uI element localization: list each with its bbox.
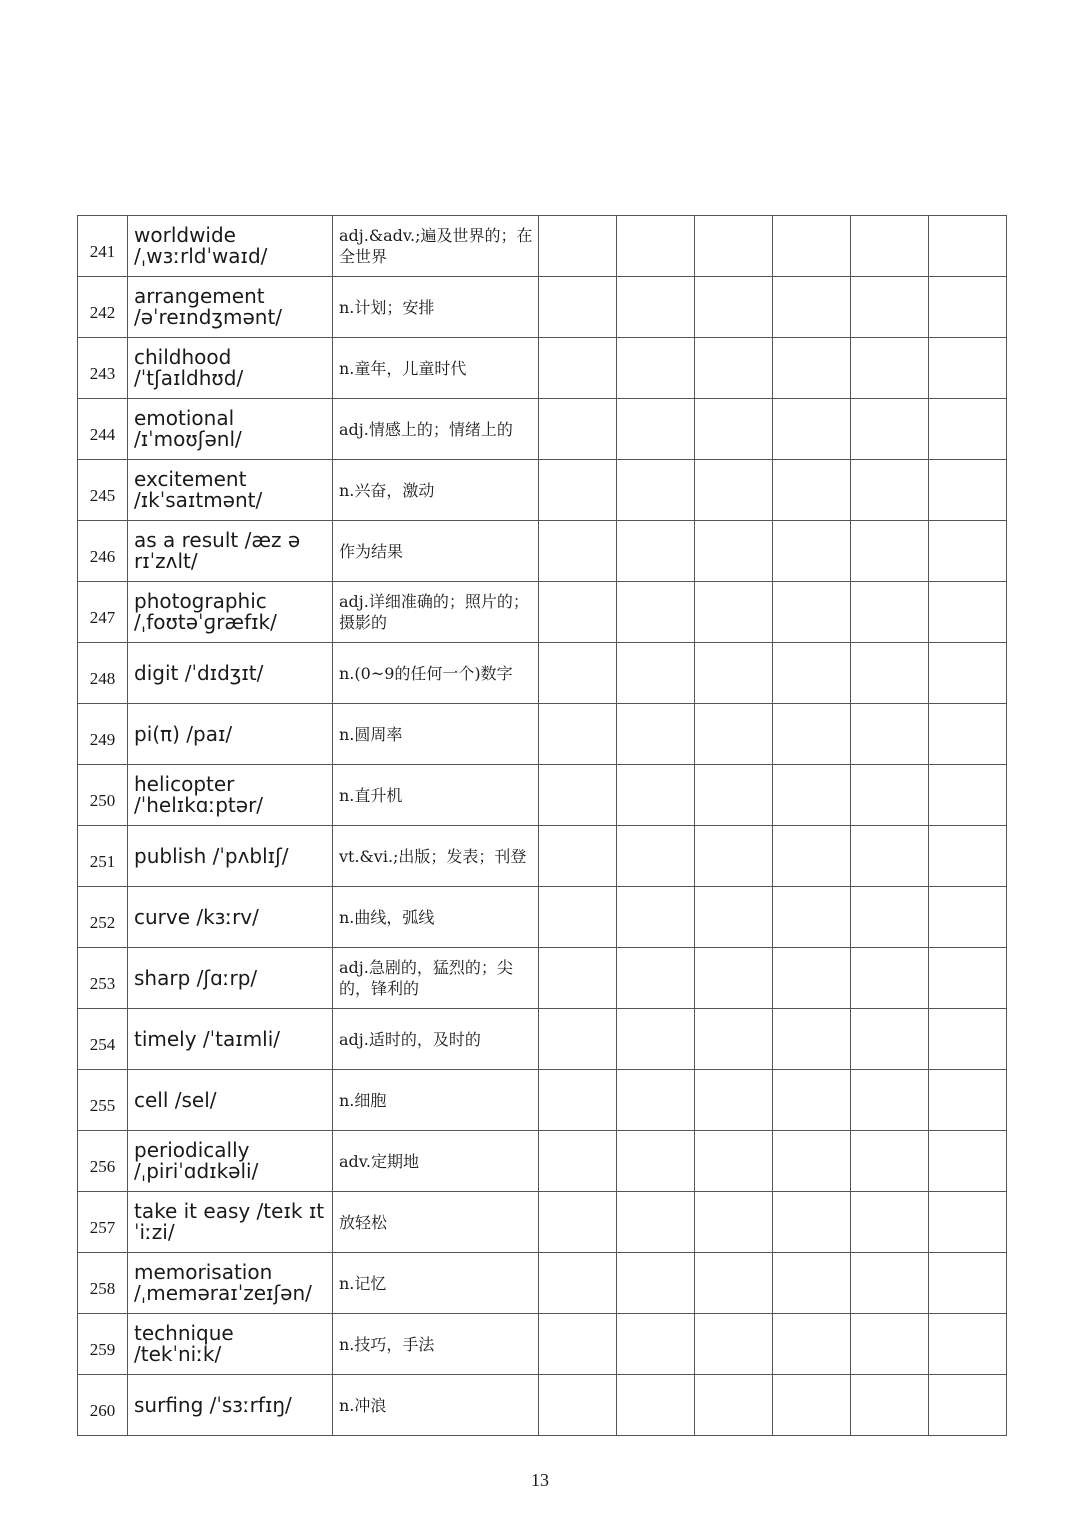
practice-cell xyxy=(695,582,773,643)
word-cell xyxy=(128,338,333,399)
practice-cell xyxy=(773,338,851,399)
row-number: 251 xyxy=(78,826,128,887)
practice-cell xyxy=(851,521,929,582)
word-cell xyxy=(128,1070,333,1131)
practice-cell xyxy=(617,1070,695,1131)
table-row xyxy=(78,948,1007,1009)
practice-cell xyxy=(539,1314,617,1375)
practice-cell xyxy=(929,338,1007,399)
word-cell xyxy=(128,826,333,887)
phonetic-text: /ˈhelɪkɑːptər/ xyxy=(134,793,264,817)
table-row xyxy=(78,460,1007,521)
table-row xyxy=(78,521,1007,582)
practice-cell xyxy=(539,704,617,765)
practice-cell xyxy=(617,338,695,399)
word-text: memorisation xyxy=(134,1260,273,1284)
table-row xyxy=(78,1375,1007,1436)
row-number: 246 xyxy=(78,521,128,582)
row-number: 257 xyxy=(78,1192,128,1253)
practice-cell xyxy=(929,216,1007,277)
table-row xyxy=(78,277,1007,338)
table-row xyxy=(78,1192,1007,1253)
practice-cell xyxy=(617,887,695,948)
word-text: curve /kɜːrv/ xyxy=(134,904,259,929)
practice-cell xyxy=(617,1375,695,1436)
word-cell xyxy=(128,582,333,643)
practice-cell xyxy=(851,460,929,521)
practice-cell xyxy=(773,1375,851,1436)
practice-cell xyxy=(851,1009,929,1070)
word-cell xyxy=(128,1253,333,1314)
meaning-cell: adj.&adv.;遍及世界的；在全世界 xyxy=(333,216,539,277)
word-text: technique xyxy=(134,1321,234,1345)
row-number: 245 xyxy=(78,460,128,521)
table-row xyxy=(78,643,1007,704)
practice-cell xyxy=(851,643,929,704)
table-row xyxy=(78,399,1007,460)
word-cell xyxy=(128,521,333,582)
practice-cell xyxy=(539,765,617,826)
meaning-cell: n.冲浪 xyxy=(333,1375,539,1436)
practice-cell xyxy=(851,948,929,1009)
practice-cell xyxy=(539,1192,617,1253)
practice-cell xyxy=(929,399,1007,460)
row-number: 256 xyxy=(78,1131,128,1192)
table-row xyxy=(78,704,1007,765)
word-text: photographic xyxy=(134,589,267,613)
practice-cell xyxy=(539,338,617,399)
practice-cell xyxy=(773,1253,851,1314)
practice-cell xyxy=(851,216,929,277)
word-cell xyxy=(128,1375,333,1436)
practice-cell xyxy=(851,277,929,338)
practice-cell xyxy=(851,704,929,765)
row-number: 255 xyxy=(78,1070,128,1131)
practice-cell xyxy=(929,643,1007,704)
practice-cell xyxy=(539,1375,617,1436)
practice-cell xyxy=(695,1192,773,1253)
practice-cell xyxy=(539,826,617,887)
practice-cell xyxy=(773,399,851,460)
practice-cell xyxy=(617,582,695,643)
practice-cell xyxy=(539,948,617,1009)
meaning-cell: adj.详细准确的；照片的；摄影的 xyxy=(333,582,539,643)
practice-cell xyxy=(929,1131,1007,1192)
practice-cell xyxy=(539,1131,617,1192)
practice-cell xyxy=(539,1253,617,1314)
practice-cell xyxy=(773,887,851,948)
practice-cell xyxy=(851,1131,929,1192)
practice-cell xyxy=(929,948,1007,1009)
practice-cell xyxy=(617,948,695,1009)
meaning-cell: n.直升机 xyxy=(333,765,539,826)
meaning-cell: n.记忆 xyxy=(333,1253,539,1314)
practice-cell xyxy=(851,887,929,948)
meaning-cell: n.兴奋，激动 xyxy=(333,460,539,521)
table-row xyxy=(78,1314,1007,1375)
word-text: worldwide xyxy=(134,223,236,247)
practice-cell xyxy=(695,1253,773,1314)
table-row xyxy=(78,887,1007,948)
phonetic-text: /ˈtʃaɪldhʊd/ xyxy=(134,366,244,390)
practice-cell xyxy=(929,1253,1007,1314)
practice-cell xyxy=(773,765,851,826)
practice-cell xyxy=(539,521,617,582)
row-number: 248 xyxy=(78,643,128,704)
practice-cell xyxy=(851,1070,929,1131)
word-cell xyxy=(128,887,333,948)
practice-cell xyxy=(695,887,773,948)
meaning-cell: adj.急剧的，猛烈的；尖的，锋利的 xyxy=(333,948,539,1009)
word-text: emotional xyxy=(134,406,235,430)
practice-cell xyxy=(539,887,617,948)
meaning-cell: adv.定期地 xyxy=(333,1131,539,1192)
word-text: surfing /ˈsɜːrfɪŋ/ xyxy=(134,1392,292,1417)
word-cell xyxy=(128,277,333,338)
word-cell xyxy=(128,765,333,826)
row-number: 252 xyxy=(78,887,128,948)
practice-cell xyxy=(617,1314,695,1375)
table-row xyxy=(78,582,1007,643)
practice-cell xyxy=(695,948,773,1009)
practice-cell xyxy=(773,582,851,643)
practice-cell xyxy=(617,399,695,460)
practice-cell xyxy=(929,1009,1007,1070)
practice-cell xyxy=(851,338,929,399)
table-row xyxy=(78,1131,1007,1192)
practice-cell xyxy=(539,460,617,521)
word-text: periodically xyxy=(134,1138,250,1162)
practice-cell xyxy=(617,216,695,277)
table-row xyxy=(78,1070,1007,1131)
phonetic-text: /ˌwɜːrldˈwaɪd/ xyxy=(134,244,268,268)
phonetic-text: /tekˈniːk/ xyxy=(134,1342,222,1366)
phonetic-text: /ˌmeməraɪˈzeɪʃən/ xyxy=(134,1281,312,1305)
phonetic-text: /ˌfoʊtəˈɡræfɪk/ xyxy=(134,610,277,634)
practice-cell xyxy=(695,460,773,521)
word-cell xyxy=(128,460,333,521)
practice-cell xyxy=(773,1314,851,1375)
practice-cell xyxy=(929,277,1007,338)
practice-cell xyxy=(539,216,617,277)
practice-cell xyxy=(695,643,773,704)
row-number: 253 xyxy=(78,948,128,1009)
practice-cell xyxy=(773,216,851,277)
table-row xyxy=(78,826,1007,887)
practice-cell xyxy=(773,1009,851,1070)
practice-cell xyxy=(929,521,1007,582)
table-row xyxy=(78,1009,1007,1070)
row-number: 247 xyxy=(78,582,128,643)
word-cell xyxy=(128,643,333,704)
practice-cell xyxy=(695,1375,773,1436)
practice-cell xyxy=(851,826,929,887)
practice-cell xyxy=(773,704,851,765)
table-row xyxy=(78,1253,1007,1314)
practice-cell xyxy=(773,277,851,338)
word-text: helicopter xyxy=(134,772,235,796)
meaning-cell: vt.&vi.;出版；发表；刊登 xyxy=(333,826,539,887)
row-number: 243 xyxy=(78,338,128,399)
row-number: 260 xyxy=(78,1375,128,1436)
word-text: publish /ˈpʌblɪʃ/ xyxy=(134,843,289,868)
word-cell xyxy=(128,399,333,460)
practice-cell xyxy=(695,216,773,277)
table-row xyxy=(78,216,1007,277)
meaning-cell: adj.情感上的；情绪上的 xyxy=(333,399,539,460)
phonetic-text: /ˌpiriˈɑdɪkəli/ xyxy=(134,1159,259,1183)
word-text: digit /ˈdɪdʒɪt/ xyxy=(134,660,264,685)
word-text: childhood xyxy=(134,345,232,369)
practice-cell xyxy=(695,765,773,826)
practice-cell xyxy=(695,338,773,399)
practice-cell xyxy=(929,1314,1007,1375)
practice-cell xyxy=(773,460,851,521)
practice-cell xyxy=(851,582,929,643)
practice-cell xyxy=(773,1192,851,1253)
practice-cell xyxy=(617,826,695,887)
row-number: 259 xyxy=(78,1314,128,1375)
practice-cell xyxy=(695,1314,773,1375)
practice-cell xyxy=(773,1131,851,1192)
word-cell xyxy=(128,704,333,765)
practice-cell xyxy=(695,521,773,582)
practice-cell xyxy=(695,1131,773,1192)
practice-cell xyxy=(539,643,617,704)
meaning-cell: 放轻松 xyxy=(333,1192,539,1253)
practice-cell xyxy=(773,826,851,887)
meaning-cell: n.童年，儿童时代 xyxy=(333,338,539,399)
word-text: excitement xyxy=(134,467,247,491)
word-cell xyxy=(128,1009,333,1070)
table-row xyxy=(78,765,1007,826)
practice-cell xyxy=(539,1009,617,1070)
meaning-cell: n.细胞 xyxy=(333,1070,539,1131)
word-cell xyxy=(128,1192,333,1253)
practice-cell xyxy=(695,399,773,460)
meaning-cell: n.计划；安排 xyxy=(333,277,539,338)
practice-cell xyxy=(929,582,1007,643)
meaning-cell: n.(0~9的任何一个)数字 xyxy=(333,643,539,704)
word-text: sharp /ʃɑːrp/ xyxy=(134,965,258,990)
row-number: 250 xyxy=(78,765,128,826)
practice-cell xyxy=(617,1192,695,1253)
practice-cell xyxy=(851,765,929,826)
practice-cell xyxy=(773,521,851,582)
practice-cell xyxy=(539,399,617,460)
practice-cell xyxy=(695,826,773,887)
practice-cell xyxy=(617,765,695,826)
word-text: arrangement xyxy=(134,284,265,308)
practice-cell xyxy=(929,887,1007,948)
practice-cell xyxy=(851,1253,929,1314)
practice-cell xyxy=(773,948,851,1009)
practice-cell xyxy=(695,277,773,338)
word-text: pi(π) /paɪ/ xyxy=(134,721,233,746)
practice-cell xyxy=(851,1192,929,1253)
practice-cell xyxy=(929,826,1007,887)
meaning-cell: n.曲线，弧线 xyxy=(333,887,539,948)
row-number: 249 xyxy=(78,704,128,765)
practice-cell xyxy=(617,277,695,338)
row-number: 242 xyxy=(78,277,128,338)
practice-cell xyxy=(539,582,617,643)
word-text: timely /ˈtaɪmli/ xyxy=(134,1026,281,1051)
practice-cell xyxy=(929,1070,1007,1131)
practice-cell xyxy=(617,1009,695,1070)
practice-cell xyxy=(617,643,695,704)
practice-cell xyxy=(851,1375,929,1436)
meaning-cell: adj.适时的，及时的 xyxy=(333,1009,539,1070)
phonetic-text: /əˈreɪndʒmənt/ xyxy=(134,305,283,329)
phonetic-text: /ɪˈmoʊʃənl/ xyxy=(134,427,242,451)
row-number: 244 xyxy=(78,399,128,460)
practice-cell xyxy=(929,704,1007,765)
practice-cell xyxy=(773,1070,851,1131)
practice-cell xyxy=(851,1314,929,1375)
practice-cell xyxy=(929,765,1007,826)
word-cell xyxy=(128,1131,333,1192)
word-text: take it easy /teɪk ɪt xyxy=(134,1199,325,1223)
row-number: 258 xyxy=(78,1253,128,1314)
practice-cell xyxy=(695,704,773,765)
practice-cell xyxy=(617,460,695,521)
word-text: as a result /æz ə xyxy=(134,528,301,552)
practice-cell xyxy=(929,460,1007,521)
practice-cell xyxy=(617,1253,695,1314)
practice-cell xyxy=(539,1070,617,1131)
meaning-cell: n.技巧，手法 xyxy=(333,1314,539,1375)
practice-cell xyxy=(617,704,695,765)
page-number: 13 xyxy=(531,1470,549,1490)
meaning-cell: 作为结果 xyxy=(333,521,539,582)
meaning-cell: n.圆周率 xyxy=(333,704,539,765)
practice-cell xyxy=(617,1131,695,1192)
practice-cell xyxy=(617,521,695,582)
word-cell xyxy=(128,1314,333,1375)
word-cell xyxy=(128,216,333,277)
practice-cell xyxy=(695,1009,773,1070)
vocabulary-table xyxy=(77,215,1007,1436)
table-row xyxy=(78,338,1007,399)
practice-cell xyxy=(851,399,929,460)
practice-cell xyxy=(539,277,617,338)
phonetic-text: /ɪkˈsaɪtmənt/ xyxy=(134,488,263,512)
practice-cell xyxy=(773,643,851,704)
word-cell xyxy=(128,948,333,1009)
phonetic-text: ˈiːzi/ xyxy=(134,1220,175,1244)
row-number: 241 xyxy=(78,216,128,277)
practice-cell xyxy=(695,1070,773,1131)
practice-cell xyxy=(929,1375,1007,1436)
word-text: cell /sel/ xyxy=(134,1087,217,1112)
phonetic-text: rɪˈzʌlt/ xyxy=(134,549,198,573)
practice-cell xyxy=(929,1192,1007,1253)
row-number: 254 xyxy=(78,1009,128,1070)
vocabulary-table-body xyxy=(78,216,1007,1436)
